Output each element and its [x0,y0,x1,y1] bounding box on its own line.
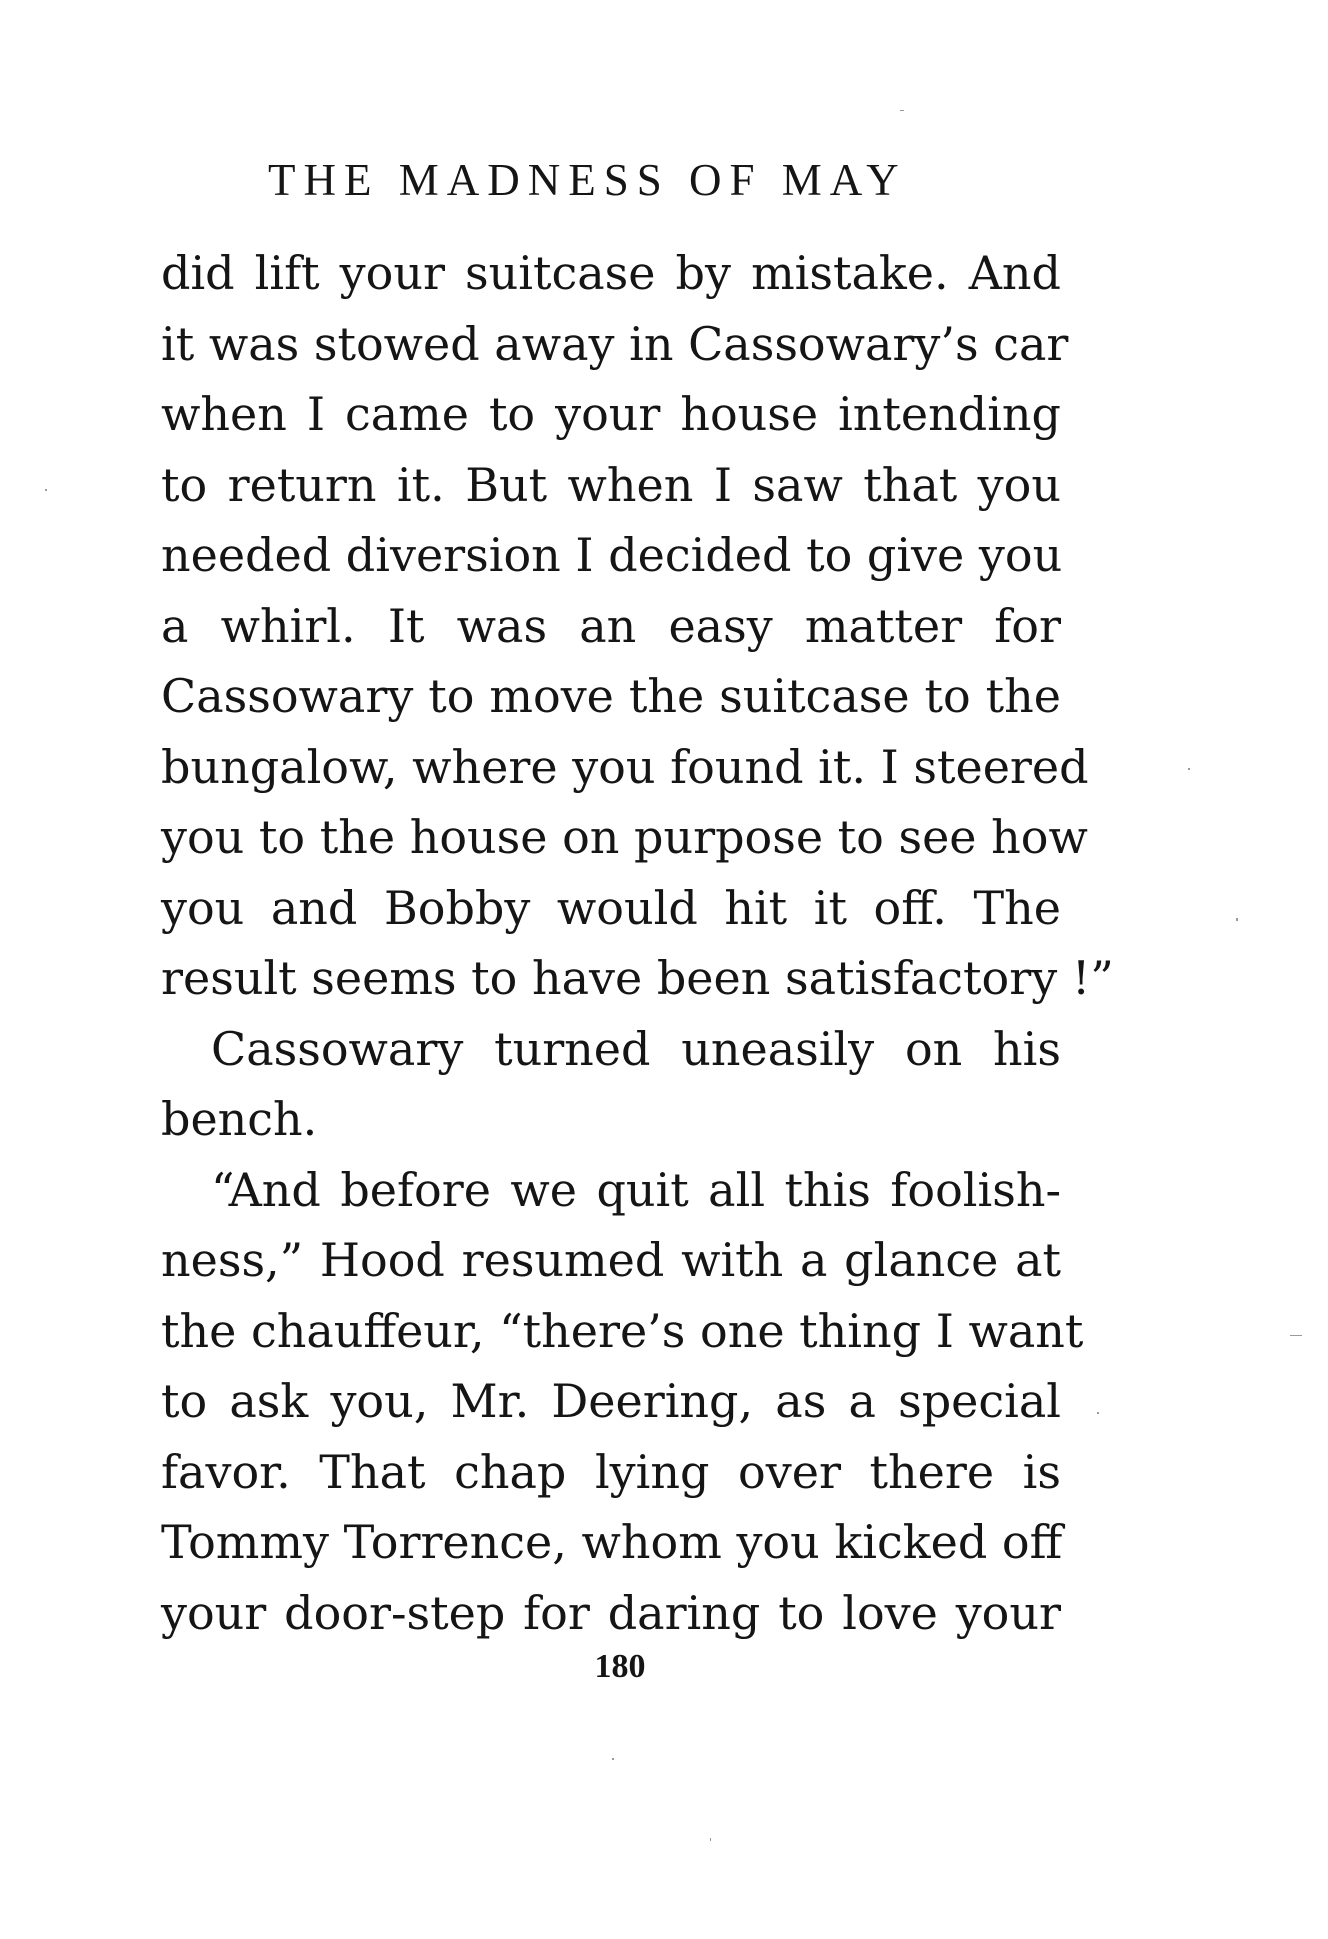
text-line: Cassowary turned uneasily on his [211,1021,1061,1076]
text-line: result seems to have been satisfactory !” [161,951,1114,1005]
scan-speck [1236,918,1238,921]
scan-speck [710,1838,711,1841]
text-line: you and Bobby would hit it off. The [161,880,1061,935]
scan-speck [900,110,904,111]
text-line: favor. That chap lying over there is [161,1444,1061,1499]
text-line: needed diversion I decided to give you [161,528,1063,582]
body-text [161,238,1114,1648]
scan-speck [45,489,47,491]
scan-speck [612,1758,614,1760]
text-line: ness,” Hood resumed with a glance at [161,1233,1061,1287]
text-line: bungalow, where you found it. I steered [161,739,1089,794]
text-line: the chauffeur, “there’s one thing I want [161,1303,1084,1358]
running-head: THE MADNESS OF MAY [268,155,907,205]
text-line: a whirl. It was an easy matter for [161,598,1061,653]
text-line: your door-step for daring to love your [161,1585,1061,1640]
text-line: Tommy Torrence, whom you kicked off [161,1515,1063,1569]
scan-speck [1290,1335,1302,1336]
page-number: 180 [594,1648,646,1685]
text-line: Cassowary to move the suitcase to the [161,669,1061,723]
text-line: to ask you, Mr. Deering, as a special [161,1374,1061,1428]
scan-speck [1097,1412,1099,1414]
text-line: when I came to your house intending [161,387,1061,441]
text-line: did lift your suitcase by mistake. And [161,246,1061,300]
text-line: you to the house on purpose to see how [161,810,1088,864]
text-line: it was stowed away in Cassowary’s car [161,316,1069,371]
text-line: to return it. But when I saw that you [161,457,1061,512]
text-line: bench. [161,1092,318,1146]
scan-speck [1188,768,1190,770]
text-line: “And before we quit all this foolish- [211,1162,1061,1217]
